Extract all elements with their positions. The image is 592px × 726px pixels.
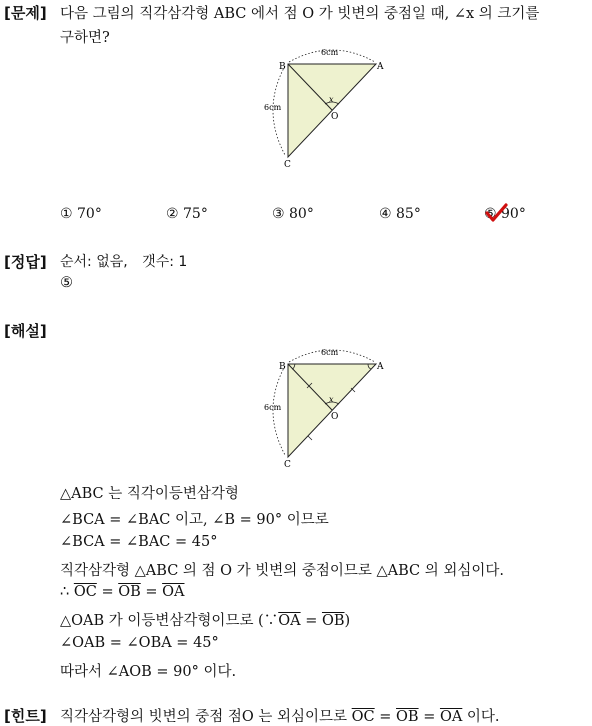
label-a: A — [377, 362, 384, 372]
choice-3-number: ③ — [272, 206, 285, 222]
equals-sign: = — [305, 613, 318, 629]
section-problem: [문제] — [4, 4, 47, 22]
hint-line — [60, 705, 500, 726]
choice-3-value: 80° — [289, 206, 314, 222]
choice-4-number: ④ — [379, 206, 392, 222]
tick-oc — [308, 436, 312, 440]
label-o: O — [331, 112, 339, 122]
explanation-line-8: 따라서 ∠AOB = 90° 이다. — [60, 664, 237, 680]
equals-sign: = — [423, 709, 436, 725]
hint-suffix: 이다. — [466, 709, 500, 725]
equals-sign: = — [101, 584, 114, 600]
choice-1-number: ① — [60, 206, 73, 222]
explanation-line-3: ∠BCA = ∠BAC = 45° — [60, 534, 218, 550]
hint-text: 직각삼각형의 빗변의 중점 점O 는 외심이므로 — [60, 709, 348, 725]
label-b: B — [279, 62, 286, 72]
label-left-length: 6cm — [264, 103, 282, 112]
choice-4[interactable] — [379, 206, 421, 222]
choice-2-value: 75° — [183, 206, 208, 222]
section-answer: [정답] — [4, 253, 47, 271]
explanation-line-5 — [60, 584, 184, 600]
section-hint: [힌트] — [4, 707, 47, 725]
label-a: A — [377, 62, 384, 72]
correct-answer: ⑤ — [60, 275, 73, 291]
label-c: C — [284, 160, 291, 170]
section-explanation: [해설] — [4, 322, 47, 340]
count-value: 1 — [178, 254, 188, 270]
explanation-line-2: ∠BCA = ∠BAC 이고, ∠B = 90° 이므로 — [60, 512, 329, 528]
label-o: O — [331, 412, 339, 422]
answer-meta — [60, 251, 187, 271]
count-label: 갯수: — [142, 254, 174, 270]
question-line-2: 구하면? — [60, 30, 110, 46]
label-b: B — [279, 362, 286, 372]
choice-5-value: 90° — [501, 206, 526, 222]
segment-oa: $\overline{OA}$ — [162, 584, 185, 600]
choice-1[interactable] — [60, 206, 102, 222]
choice-3[interactable] — [272, 206, 314, 222]
label-top-length: 6cm — [321, 348, 339, 357]
segment-oa: $\overline{OA}$ — [278, 613, 301, 629]
explanation-line-1: △ABC 는 직각이등변삼각형 — [60, 486, 239, 502]
segment-oa: $\overline{OA}$ — [439, 709, 463, 725]
explanation-line-4: 직각삼각형 △ABC 의 점 O 가 빗변의 중점이므로 △ABC 의 외심이다. — [60, 563, 505, 579]
choice-1-value: 70° — [77, 206, 102, 222]
segment-ob: $\overline{OB}$ — [396, 709, 419, 725]
explanation-line-7: ∠OAB = ∠OBA = 45° — [60, 635, 219, 651]
label-x: x — [329, 395, 334, 404]
segment-ob: $\overline{OB}$ — [321, 613, 345, 629]
choice-2[interactable] — [166, 206, 208, 222]
label-c: C — [284, 460, 291, 470]
segment-ob: $\overline{OB}$ — [118, 584, 141, 600]
choice-2-number: ② — [166, 206, 179, 222]
therefore-symbol: ∴ — [60, 584, 70, 600]
close-paren: ) — [344, 613, 351, 629]
explanation-figure — [255, 342, 395, 470]
label-left-length: 6cm — [264, 403, 282, 412]
order-label: 순서: — [60, 254, 92, 270]
isosceles-statement: △OAB 가 이등변삼각형이므로 (∵ — [60, 613, 279, 629]
segment-oc: $\overline{OC}$ — [73, 584, 97, 600]
choice-4-value: 85° — [396, 206, 421, 222]
label-x: x — [329, 95, 334, 104]
segment-oc: $\overline{OC}$ — [351, 709, 375, 725]
choice-5-number: ⑤ — [484, 206, 497, 222]
order-value: 없음, — [96, 254, 128, 270]
label-top-length: 6cm — [321, 48, 339, 57]
equals-sign: = — [145, 584, 158, 600]
explanation-line-6 — [60, 609, 350, 630]
equals-sign: = — [379, 709, 392, 725]
problem-figure — [255, 42, 395, 170]
check-mark-icon — [484, 203, 508, 223]
question-line-1: 다음 그림의 직각삼각형 ABC 에서 점 O 가 빗변의 중점일 때, ∠x 의 크기를 — [60, 6, 540, 22]
